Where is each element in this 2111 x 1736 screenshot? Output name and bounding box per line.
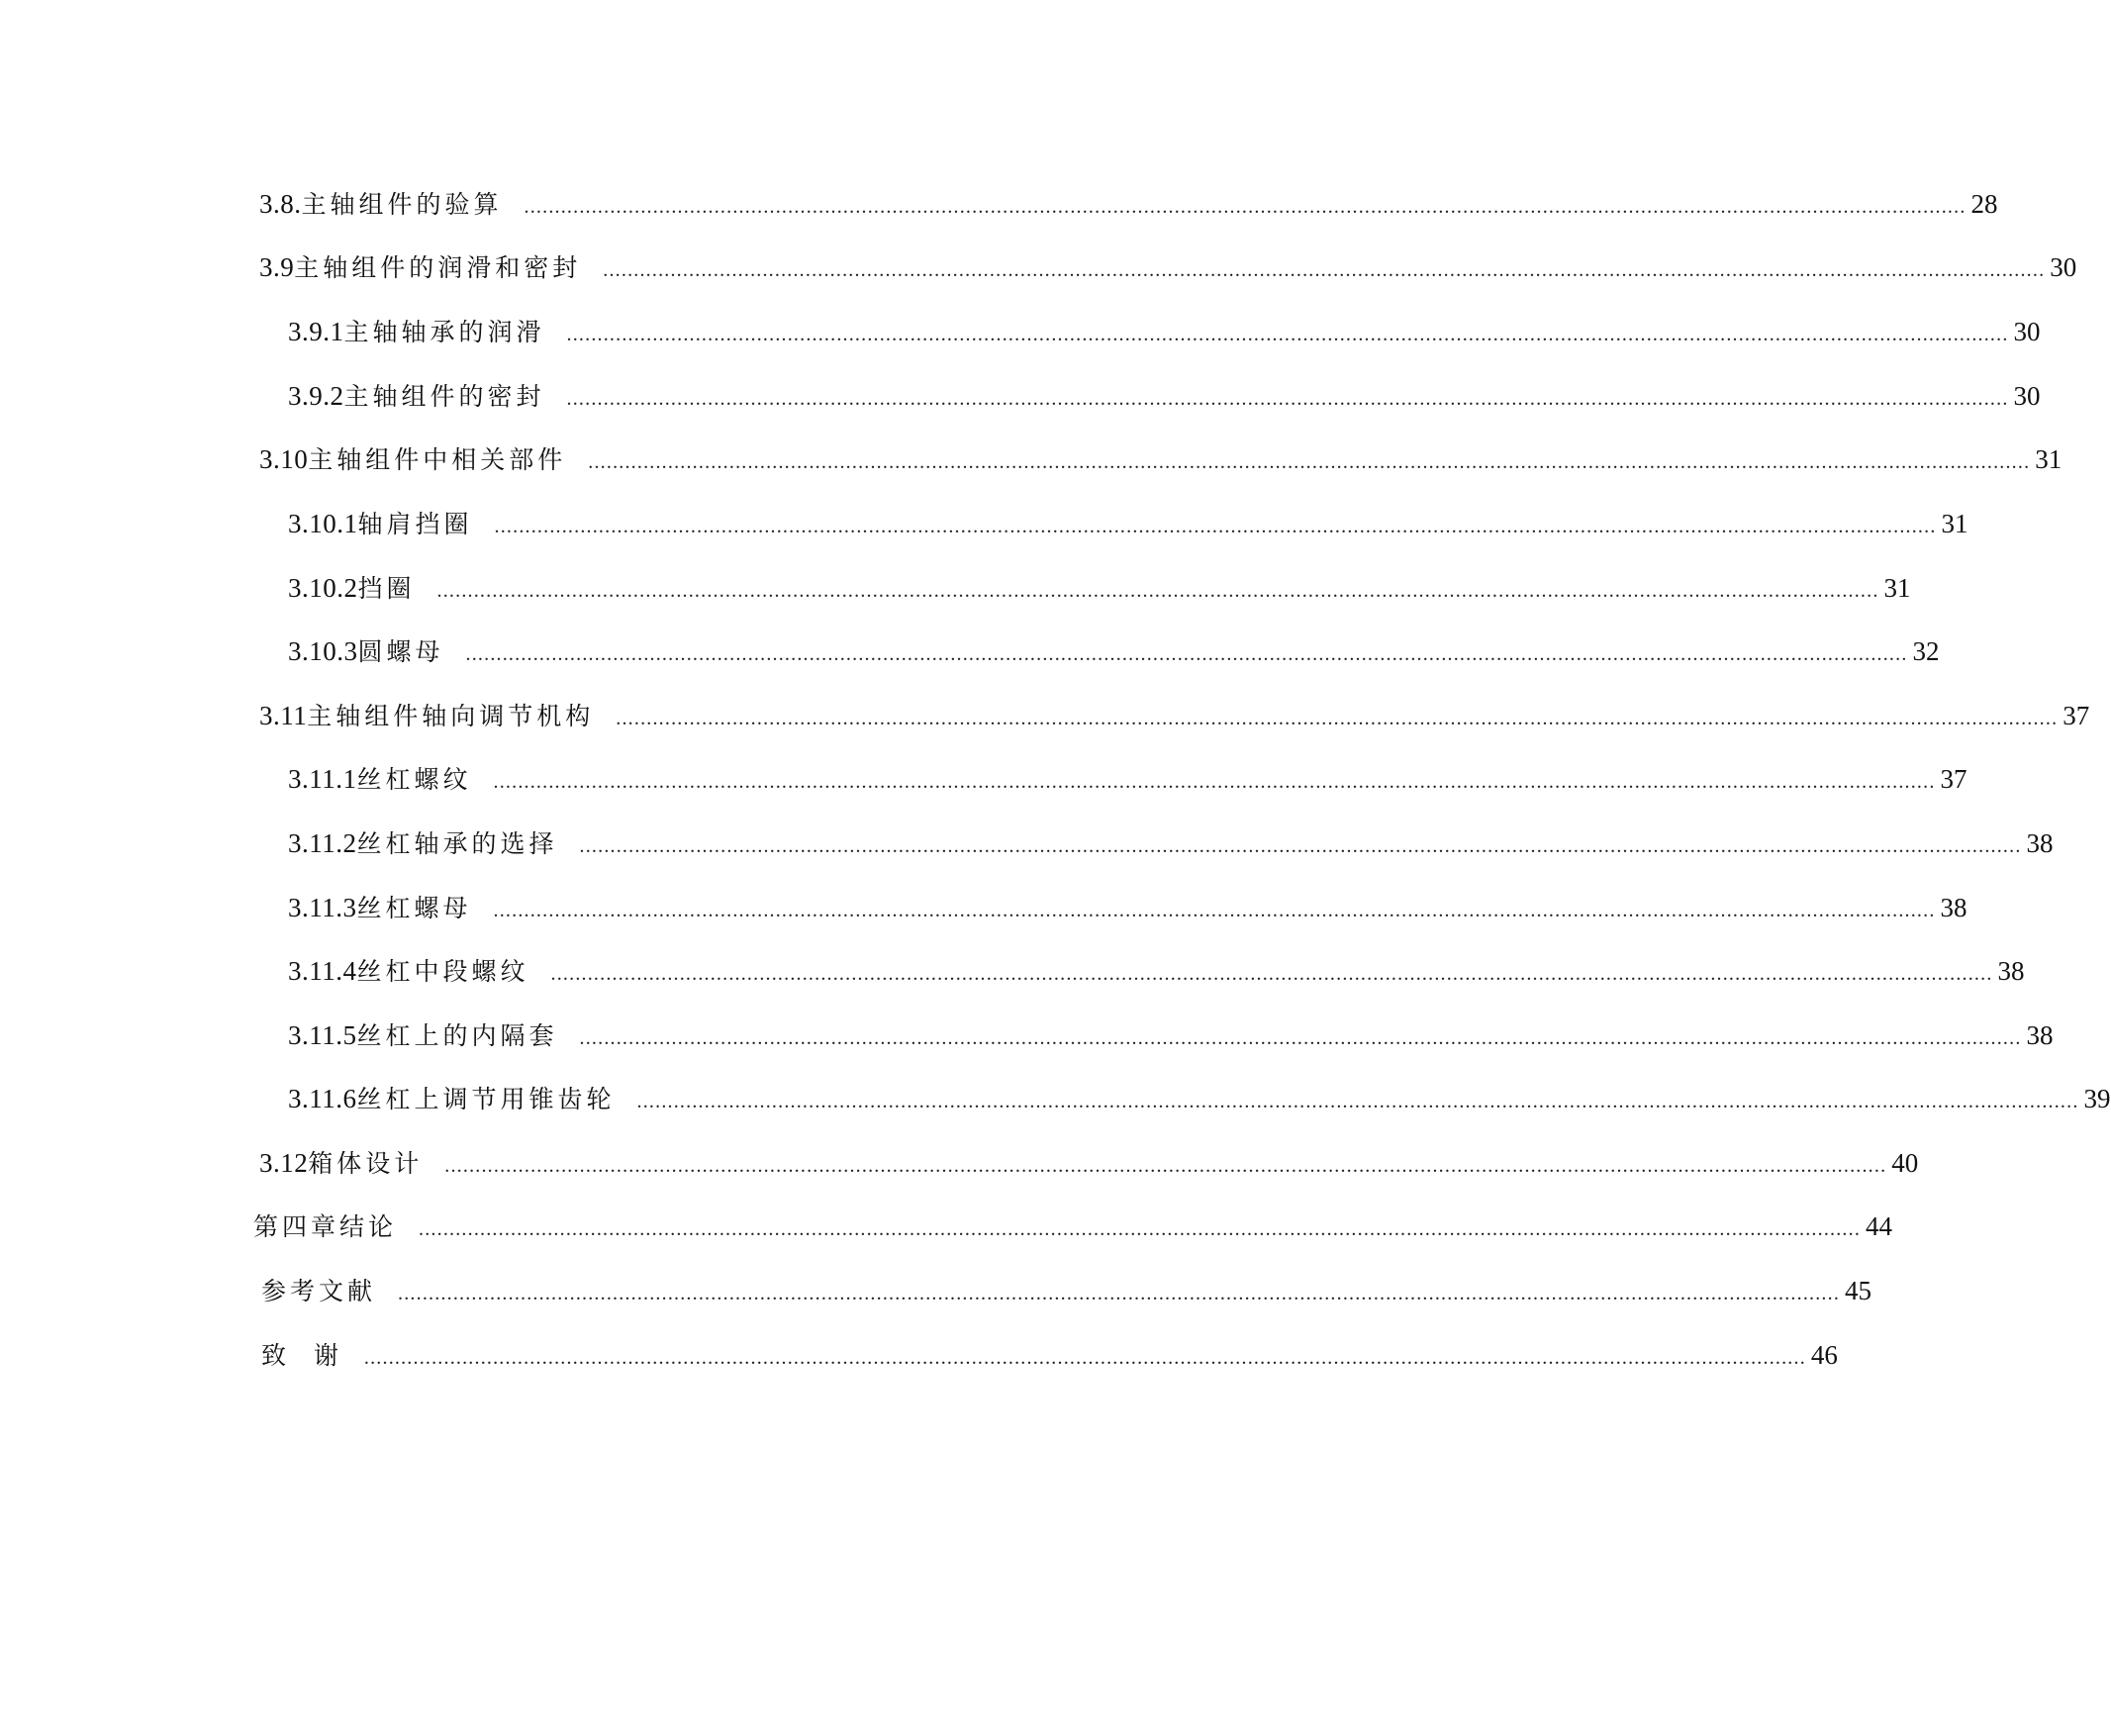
dot-leader: ........................................................................................................................................................................................................................................... [398, 1283, 1841, 1304]
dot-leader: ........................................................................................................................................................................................................................................... [566, 324, 2009, 345]
entry-page-number: 37 [1940, 764, 1967, 794]
entry-number: 3.11.1 [288, 764, 357, 794]
toc-entry[interactable] [288, 823, 2054, 863]
toc-entry[interactable] [253, 1206, 1893, 1246]
dot-leader: ........................................................................................................................................................................................................................................... [444, 1155, 1887, 1177]
entry-page-number: 28 [1970, 189, 1998, 219]
toc-entry[interactable] [288, 1079, 2111, 1118]
toc-entry[interactable] [288, 312, 2041, 351]
dot-leader: ........................................................................................................................................................................................................................................... [465, 643, 1908, 665]
entry-title: 丝杠螺纹 [356, 765, 472, 794]
dot-leader: ........................................................................................................................................................................................................................................... [579, 835, 2022, 857]
toc-entry[interactable] [288, 568, 1911, 608]
entry-title: 轴肩挡圈 [357, 510, 473, 538]
entry-title: 主轴组件轴向调节机构 [307, 702, 595, 730]
entry-title: 丝杠螺母 [356, 894, 472, 922]
entry-number: 3.11.3 [288, 893, 357, 922]
dot-leader: ........................................................................................................................................................................................................................................... [419, 1218, 1862, 1240]
toc-entry[interactable] [259, 439, 2063, 479]
entry-page-number: 38 [2026, 828, 2054, 858]
entry-title: 主轴组件的密封 [343, 382, 545, 411]
entry-title: 丝杠轴承的选择 [356, 829, 558, 858]
entry-page-number: 31 [2035, 444, 2063, 474]
entry-number: 3.11.6 [288, 1084, 357, 1113]
toc-entry[interactable] [288, 631, 1940, 671]
entry-title: 丝杠上的内隔套 [356, 1021, 558, 1050]
entry-page-number: 38 [1940, 893, 1967, 922]
dot-leader: ........................................................................................................................................................................................................................................... [493, 771, 1936, 793]
toc-entry[interactable] [259, 1143, 1919, 1183]
dot-leader: ........................................................................................................................................................................................................................................... [524, 196, 1967, 218]
entry-number: 3.9 [259, 252, 295, 282]
entry-page-number: 38 [2026, 1020, 2054, 1050]
entry-number: 3.10.1 [288, 509, 358, 538]
entry-title: 丝杠中段螺纹 [356, 957, 529, 986]
toc-entry[interactable] [259, 696, 2090, 735]
entry-number: 3.10 [259, 444, 309, 474]
toc-entry[interactable] [259, 184, 1998, 224]
toc-entry[interactable] [288, 951, 2025, 991]
dot-leader: ........................................................................................................................................................................................................................................... [550, 963, 1993, 985]
entry-number: 3.11 [259, 701, 308, 730]
entry-number: 3.9.2 [288, 381, 344, 411]
dot-leader: ........................................................................................................................................................................................................................................... [494, 516, 1937, 537]
entry-title: 主轴组件的验算 [301, 190, 503, 219]
entry-title: 主轴轴承的润滑 [343, 318, 545, 346]
entry-title: 主轴组件的润滑和密封 [294, 253, 582, 282]
toc-entry[interactable] [259, 247, 2077, 287]
toc-entry[interactable] [288, 759, 1967, 799]
entry-page-number: 30 [2013, 381, 2041, 411]
toc-entry[interactable] [288, 376, 2041, 416]
entry-page-number: 32 [1912, 636, 1940, 666]
entry-number: 3.10.2 [288, 573, 358, 603]
entry-title: 第四章结论 [253, 1212, 398, 1241]
entry-page-number: 37 [2063, 701, 2090, 730]
entry-page-number: 45 [1845, 1276, 1872, 1305]
entry-page-number: 38 [1997, 956, 2025, 986]
entry-number: 3.11.5 [288, 1020, 357, 1050]
entry-title: 丝杠上调节用锥齿轮 [356, 1085, 616, 1113]
entry-page-number: 31 [1883, 573, 1911, 603]
entry-title: 挡圈 [357, 574, 416, 603]
dot-leader: ........................................................................................................................................................................................................................................... [588, 451, 2031, 473]
entry-title: 致 谢 [261, 1341, 342, 1370]
dot-leader: ........................................................................................................................................................................................................................................... [363, 1347, 1806, 1369]
toc-entry[interactable] [288, 888, 1967, 927]
dot-leader: ........................................................................................................................................................................................................................................... [493, 900, 1936, 921]
dot-leader: ........................................................................................................................................................................................................................................... [636, 1091, 2079, 1112]
entry-number: 3.10.3 [288, 636, 358, 666]
dot-leader: ........................................................................................................................................................................................................................................... [436, 580, 1879, 602]
entry-title: 参考文献 [261, 1277, 377, 1305]
entry-number: 3.11.4 [288, 956, 357, 986]
entry-number: 3.8. [259, 189, 302, 219]
entry-title: 圆螺母 [357, 637, 444, 666]
entry-page-number: 30 [2050, 252, 2077, 282]
entry-title: 箱体设计 [308, 1149, 424, 1178]
entry-title: 主轴组件中相关部件 [308, 445, 567, 474]
entry-page-number: 30 [2013, 317, 2041, 346]
toc-entry[interactable] [288, 504, 1968, 543]
entry-page-number: 44 [1866, 1211, 1893, 1241]
entry-page-number: 39 [2083, 1084, 2111, 1113]
entry-page-number: 40 [1891, 1148, 1919, 1178]
toc-entry[interactable] [261, 1335, 1838, 1375]
entry-page-number: 46 [1810, 1340, 1838, 1370]
entry-number: 3.9.1 [288, 317, 344, 346]
dot-leader: ........................................................................................................................................................................................................................................... [603, 259, 2046, 281]
entry-page-number: 31 [1941, 509, 1968, 538]
toc-entry[interactable] [288, 1015, 2054, 1055]
dot-leader: ........................................................................................................................................................................................................................................... [616, 708, 2059, 729]
dot-leader: ........................................................................................................................................................................................................................................... [579, 1027, 2022, 1049]
toc-entry[interactable] [261, 1271, 1872, 1310]
entry-number: 3.12 [259, 1148, 309, 1178]
entry-number: 3.11.2 [288, 828, 357, 858]
dot-leader: ........................................................................................................................................................................................................................................... [566, 388, 2009, 410]
